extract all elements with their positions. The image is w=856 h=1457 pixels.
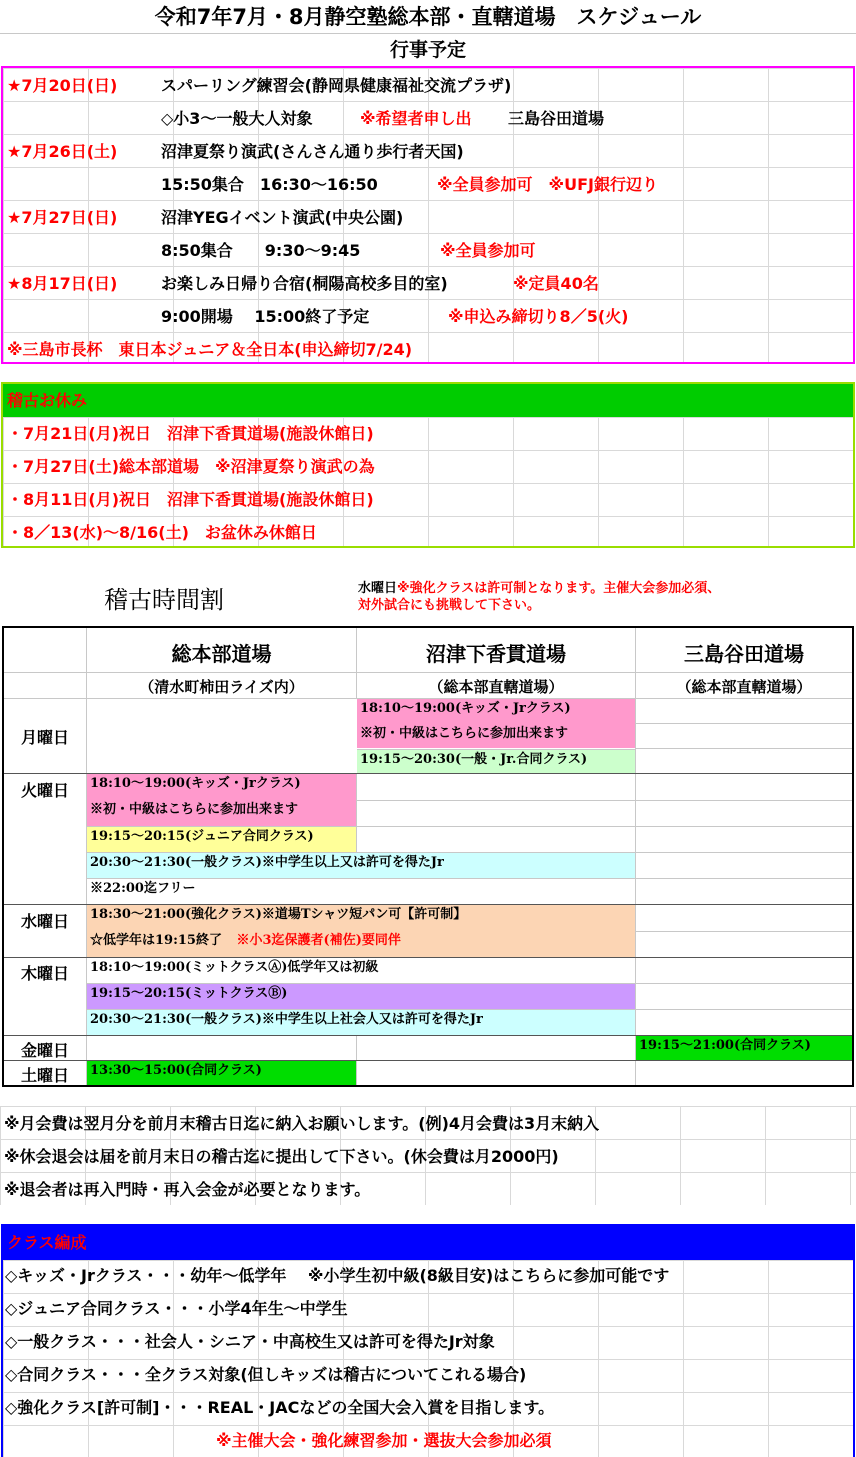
day-tuesday: 火曜日 (20, 781, 69, 800)
events-heading-row (0, 34, 856, 66)
title-bar (0, 0, 856, 34)
holidays-heading: 稽古お休み (7, 391, 88, 410)
class-item: ◇一般クラス・・・社会人・シニア・中高校生又は許可を得たJr対象 (5, 1332, 495, 1351)
page-title: 令和7年7月・8月静空塾総本部・直轄道場 スケジュール (154, 5, 702, 29)
holiday-item: ・7月27日(土)総本部道場 ※沼津夏祭り演武の為 (7, 457, 375, 476)
wed-advanced-class: 18:30～21:00(強化クラス)※道場Tシャツ短パン可【許可制】 (87, 905, 635, 931)
tue-general-class: 20:30～21:30(一般クラス)※中学生以上又は許可を得たJr (87, 852, 635, 878)
thu-mitt-a-class: 18:10～19:00(ミットクラスⒶ)低学年又は初級 (90, 960, 379, 975)
thu-general-class: 20:30～21:30(一般クラス)※中学生以上社会人又は許可を得たJr (87, 1010, 635, 1035)
class-item: ◇合同クラス・・・全クラス対象(但しキッズは稽古についてこれる場合) (5, 1365, 527, 1384)
tue-kids-class: 18:10～19:00(キッズ・Jrクラス) (87, 774, 356, 800)
timetable-note-prefix: 水曜日 (358, 581, 398, 596)
mon-kids-class: 18:10～19:00(キッズ・Jrクラス) (357, 699, 635, 724)
events-heading: 行事予定 (389, 39, 466, 61)
event-4-title-red: ※定員40名 (513, 274, 599, 293)
mon-kids-note: ※初・中級はこちらに参加出来ます (357, 724, 635, 748)
classes-box (1, 1224, 855, 1457)
tue-free-note: ※22:00迄フリー (87, 878, 635, 904)
class-item: ◇キッズ・Jrクラス・・・幼年～低学年 ※小学生初中級(8級目安)はこちらに参加可能です (5, 1266, 670, 1285)
event-1-date: ★7月20日(日) (7, 76, 118, 95)
column-sub-shimokanuki: （総本部直轄道場） (428, 678, 564, 696)
wed-guardian-note: ※小3迄保護者(補佐)要同伴 (236, 933, 401, 948)
timetable-note-line2: 対外試合にも挑戦して下さい。 (358, 598, 541, 613)
event-4-detail: 9:00開場 15:00終了予定 (161, 307, 370, 326)
tue-junior-class: 19:15～20:15(ジュニア合同クラス) (87, 826, 356, 852)
column-sub-mishima: （総本部直轄道場） (676, 678, 812, 696)
column-header-mishima: 三島谷田道場 (684, 642, 804, 666)
event-2-detail-red: ※全員参加可 ※UFJ銀行辺り (437, 175, 658, 194)
event-4-title: お楽しみ日帰り合宿(桐陽高校多目的室) (161, 274, 448, 293)
day-monday: 月曜日 (20, 728, 69, 747)
holiday-item: ・8／13(水)～8/16(土) お盆休み休館日 (7, 523, 317, 542)
event-1-detail: ◇小3～一般大人対象 (161, 109, 313, 128)
timetable-note-line1: ※強化クラスは許可制となります。主催大会参加必須、 (397, 581, 721, 596)
holidays-box (1, 382, 855, 548)
classes-heading-bar (3, 1224, 853, 1260)
event-1-title: スパーリング練習会(静岡県健康福祉交流プラザ) (161, 76, 512, 95)
holiday-item: ・8月11日(月)祝日 沼津下香貫道場(施設休館日) (7, 490, 374, 509)
column-sub-sohonbu: （清水町柿田ライズ内） (139, 678, 304, 696)
timetable (2, 626, 854, 1087)
day-friday: 金曜日 (20, 1041, 69, 1060)
event-2-detail: 15:50集合 16:30～16:50 (161, 175, 378, 194)
holidays-heading-bar (3, 384, 853, 417)
fee-note: ※月会費は翌月分を前月末稽古日迄に納入お願いします。(例)4月会費は3月末納入 (4, 1114, 600, 1133)
fri-joint-class: 19:15～21:00(合同クラス) (636, 1036, 852, 1060)
thu-mitt-b-class: 19:15～20:15(ミットクラスⒷ) (87, 984, 635, 1009)
events-note: ※三島市長杯 東日本ジュニア＆全日本(申込締切7/24) (7, 340, 413, 359)
classes-heading: クラス編成 (7, 1233, 87, 1252)
event-3-detail: 8:50集合 9:30～9:45 (161, 241, 361, 260)
event-1-detail-red: ※希望者申し出 (360, 109, 472, 128)
day-thursday: 木曜日 (20, 964, 69, 983)
tue-kids-note: ※初・中級はこちらに参加出来ます (87, 800, 356, 826)
event-3-date: ★7月27日(日) (7, 208, 118, 227)
class-item: ◇強化クラス[許可制]・・・REAL・JACなどの全国大会入賞を目指します。 (5, 1398, 555, 1417)
fee-notes (0, 1106, 856, 1205)
column-header-sohonbu: 総本部道場 (171, 642, 272, 666)
event-3-detail-red: ※全員参加可 (440, 241, 536, 260)
fee-note: ※休会退会は届を前月末日の稽古迄に提出して下さい。(休会費は月2000円) (4, 1147, 559, 1166)
class-item: ◇ジュニア合同クラス・・・小学4年生～中学生 (5, 1299, 348, 1318)
fee-note: ※退会者は再入門時・再入会金が必要となります。 (4, 1180, 371, 1199)
mon-general-class: 19:15～20:30(一般・Jr.合同クラス) (357, 749, 635, 773)
classes-list (3, 1260, 853, 1457)
classes-note: ※主催大会・強化練習参加・選抜大会参加必須 (216, 1431, 552, 1450)
event-1-detail-tail: 三島谷田道場 (508, 109, 605, 128)
holidays-list (3, 417, 853, 546)
sat-joint-class: 13:30～15:00(合同クラス) (87, 1061, 356, 1085)
column-header-shimokanuki: 沼津下香貫道場 (426, 642, 566, 666)
events-box (1, 66, 855, 364)
event-4-detail-red: ※申込み締切り8／5(火) (448, 307, 629, 326)
event-2-title: 沼津夏祭り演武(さんさん通り歩行者天国) (161, 142, 464, 161)
wed-advanced-note (87, 931, 635, 957)
timetable-note (358, 580, 720, 614)
event-4-date: ★8月17日(日) (7, 274, 118, 293)
day-wednesday: 水曜日 (20, 912, 69, 931)
event-3-title: 沼津YEGイベント演武(中央公園) (161, 208, 404, 227)
day-saturday: 土曜日 (20, 1066, 69, 1085)
event-2-date: ★7月26日(土) (7, 142, 118, 161)
timetable-heading: 稽古時間割 (104, 586, 224, 614)
wed-low-grade-note: ☆低学年は19:15終了 (90, 933, 222, 948)
holiday-item: ・7月21日(月)祝日 沼津下香貫道場(施設休館日) (7, 424, 374, 443)
